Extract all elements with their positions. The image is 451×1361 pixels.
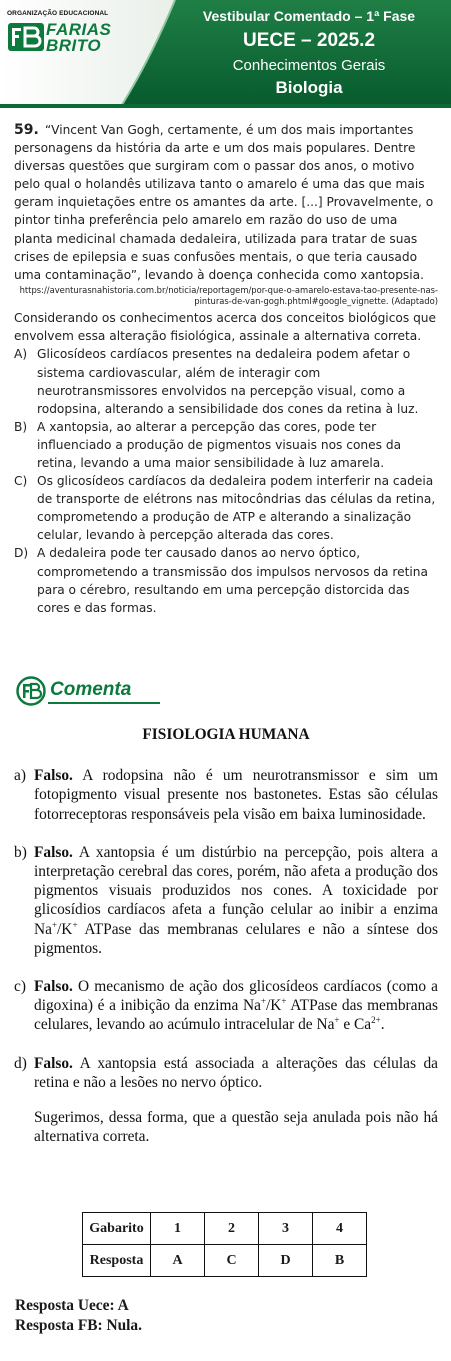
answer-text: /K: [266, 997, 282, 1015]
answer-text: A xantopsia está associada a alterações das células da retina e não a lesões no nervo óptico.: [34, 1054, 438, 1091]
logo-word-brito: BRITO: [46, 36, 102, 55]
answer-item-b: [14, 843, 438, 958]
logo-word-farias: FARIAS: [46, 20, 112, 39]
final-answer-fb: Resposta FB: Nula.: [15, 1317, 142, 1334]
table-cell: D: [259, 1245, 313, 1277]
answer-verdict: Falso.: [34, 767, 73, 785]
comenta-label: Comenta: [50, 679, 132, 700]
question-statement: [14, 121, 438, 284]
final-answer-uece: Resposta Uece: A: [15, 1297, 129, 1314]
answer-text: A xantopsia é um distúrbio na percepção, pois altera a interpretação cerebral das cores, porém, não afeta a produção dos pigmentos visuais produzidos nos cones. A toxicidade por glicosídios cardíacos afeta a função celular ao inibir a enzima Na: [34, 843, 438, 938]
question-command: Considerando os conhecimentos acerca dos conceitos biológicos que envolvem essa alteração fisiológica, assinale a alternativa correta.: [14, 311, 437, 344]
option-b: [14, 418, 438, 472]
answer-item-c: [14, 977, 438, 1035]
superscript: +: [281, 996, 287, 1007]
fb-logo-icon: [8, 23, 44, 51]
answer-item-a: [14, 766, 438, 824]
answer-verdict: Falso.: [34, 843, 73, 861]
answer-text: ATPase das membranas celulares, levando ao acúmulo intracelular de Na: [34, 997, 439, 1034]
comenta-heading: [16, 676, 216, 706]
question-quote: “Vincent Van Gogh, certamente, é um dos mais importantes personagens da história da arte e um dos mais populares. Dentre diversas questões que surgiram com o passar dos anos, o motivo pelo qual o holandês utilizava tanto o amarelo é uma das que mais geram inquietações entre os amantes da arte. [...] Provavelmente, o pintor tinha preferência pelo amarelo em razão do uso de uma planta medicinal chamada dedaleira, utilizada para tratar de suas crises de epilepsia e suas confusões mentais, o que teria causado uma contaminação”, levando à doença conhecida como xantopsia.: [14, 123, 434, 282]
fb-circle-logo-icon: [16, 676, 46, 706]
table-header-cell: 1: [151, 1213, 205, 1245]
table-row: [83, 1245, 367, 1277]
table-header-cell: 4: [313, 1213, 367, 1245]
question-block: [14, 121, 438, 617]
answer-text: .: [380, 1016, 385, 1034]
answer-block: [14, 725, 438, 1162]
answer-item-d: [14, 1054, 438, 1092]
option-letter: B): [14, 419, 28, 434]
question-number: 59.: [14, 122, 39, 138]
table-cell: A: [151, 1245, 205, 1277]
exam-title: Vestibular Comentado – 1ª Fase: [202, 8, 416, 24]
exam-subject: Biologia: [275, 78, 343, 97]
superscript: 2+: [371, 1015, 381, 1026]
exam-area: Conhecimentos Gerais: [232, 57, 386, 74]
table-row-label: Resposta: [83, 1245, 151, 1277]
exam-edition: UECE – 2025.2: [242, 30, 376, 51]
option-a: [14, 345, 438, 417]
superscript: +: [72, 919, 78, 930]
gabarito-table: [82, 1212, 367, 1277]
superscript: +: [334, 1015, 340, 1026]
comenta-underline: [48, 702, 160, 704]
question-source: https://aventurasnahistoria.com.br/noticia/reportagem/por-que-o-amarelo-estava-tao-presente-nas-pinturas-de-van-gogh.phtml#google_vignette. (Adaptado): [19, 284, 438, 307]
option-letter: C): [14, 474, 28, 489]
table-header-cell: 3: [259, 1213, 313, 1245]
option-text: Glicosídeos cardíacos presentes na dedaleira podem afetar o sistema cardiovascular, além de interagir com neurotransmissores envolvidos na percepção visual, como a rodopsina, alterando a sensibilidade dos cones da retina à luz.: [37, 347, 419, 416]
table-cell: C: [205, 1245, 259, 1277]
table-header-cell: Gabarito: [83, 1213, 151, 1245]
answer-text: ATPase das membranas celulares e não a síntese dos pigmentos.: [34, 920, 438, 957]
section-title: FISIOLOGIA HUMANA: [142, 726, 310, 743]
option-c: [14, 472, 438, 544]
answer-letter: c): [14, 978, 26, 996]
page-header: [0, 0, 451, 108]
table-header-cell: 2: [205, 1213, 259, 1245]
table-row: [83, 1213, 367, 1245]
option-text: Os glicosídeos cardíacos da dedaleira podem interferir na cadeia de transporte de elétrons nas mitocôndrias das células da retina, comprometendo a produção de ATP e alterando a sinalização celular, levando à percepção alterada das cores.: [37, 474, 436, 543]
option-d: [14, 544, 438, 616]
answer-text: A rodopsina não é um neurotransmissor e sim um fotopigmento visual presente nos bastonetes. Estas são células fotorreceptoras responsáveis pela visão em baixa luminosidade.: [34, 767, 438, 823]
answer-letter: a): [14, 767, 26, 785]
option-letter: D): [14, 546, 29, 561]
org-label: ORGANIZAÇÃO EDUCACIONAL: [7, 10, 109, 17]
option-letter: A): [14, 347, 28, 362]
answer-letter: d): [14, 1054, 27, 1072]
answer-text: /K: [57, 920, 73, 938]
table-cell: B: [313, 1245, 367, 1277]
answer-conclusion: Sugerimos, dessa forma, que a questão seja anulada pois não há alternativa correta.: [34, 1109, 438, 1146]
option-text: A dedaleira pode ter causado danos ao nervo óptico, comprometendo a transmissão dos impulsos nervosos da retina para o cérebro, resultando em uma percepção distorcida das cores e das formas.: [37, 546, 428, 615]
answer-verdict: Falso.: [34, 1054, 73, 1072]
superscript: +: [260, 996, 266, 1007]
answer-text: e Ca: [339, 1016, 372, 1034]
superscript: +: [51, 919, 58, 930]
option-text: A xantopsia, ao alterar a percepção das cores, pode ter influenciado a produção de pigmentos visuais nos cones da retina, levando a uma maior sensibilidade à luz amarela.: [37, 419, 402, 470]
answer-verdict: Falso.: [34, 978, 73, 996]
answer-text: O mecanismo de ação dos glicosídeos cardíacos (como a digoxina) é a inibição da enzima Na: [34, 978, 438, 1015]
answer-letter: b): [14, 843, 27, 861]
